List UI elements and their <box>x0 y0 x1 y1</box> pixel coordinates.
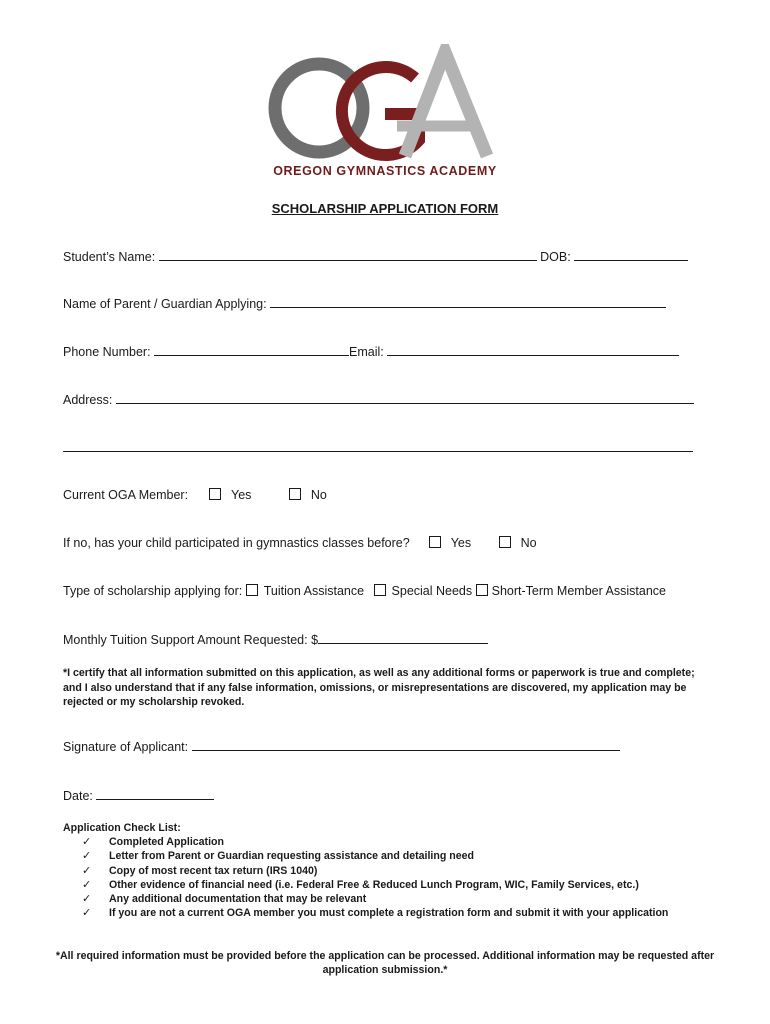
previous-classes-label: If no, has your child participated in gymnastics classes before? <box>63 536 410 550</box>
member-no-label: No <box>310 488 327 502</box>
address-row <box>63 393 694 407</box>
signature-input[interactable] <box>192 740 620 751</box>
signature-row <box>63 740 620 754</box>
list-item: ✓ If you are not a current OGA member you must complete a registration form and submit it with your application <box>82 906 669 920</box>
dob-input[interactable] <box>574 250 688 261</box>
classes-no-label: No <box>520 536 537 550</box>
date-row <box>63 789 214 803</box>
phone-input[interactable] <box>154 345 349 356</box>
address-input-line2[interactable] <box>63 441 693 452</box>
short-term-label: Short-Term Member Assistance <box>491 584 666 598</box>
student-name-row <box>63 250 688 264</box>
address-line2-row <box>63 441 693 455</box>
parent-name-input[interactable] <box>270 297 666 308</box>
date-label: Date: <box>63 789 93 803</box>
student-name-input[interactable] <box>159 250 537 261</box>
dob-label: DOB: <box>540 250 571 264</box>
check-mark-icon: ✓ <box>82 863 92 877</box>
short-term-checkbox[interactable] <box>476 584 488 596</box>
current-member-label: Current OGA Member: <box>63 488 189 502</box>
tuition-label: Tuition Assistance <box>263 584 365 598</box>
classes-yes-label: Yes <box>450 536 472 550</box>
student-name-label: Student’s Name: <box>63 250 156 264</box>
scholarship-type-label: Type of scholarship applying for: <box>63 584 243 598</box>
oga-logo <box>265 44 505 184</box>
form-title: SCHOLARSHIP APPLICATION FORM <box>271 201 499 216</box>
check-mark-icon: ✓ <box>82 877 92 891</box>
org-name: OREGON GYMNASTICS ACADEMY <box>273 164 497 178</box>
check-mark-icon: ✓ <box>82 835 92 849</box>
phone-label: Phone Number: <box>63 345 151 359</box>
list-item: ✓ Copy of most recent tax return (IRS 1040) <box>82 863 318 877</box>
parent-name-label: Name of Parent / Guardian Applying: <box>63 297 267 311</box>
list-item: ✓ Letter from Parent or Guardian requesting assistance and detailing need <box>82 849 474 863</box>
list-item: ✓ Any additional documentation that may be relevant <box>82 892 367 906</box>
email-label: Email: <box>349 345 384 359</box>
checklist-title: Application Check List: <box>63 822 181 834</box>
parent-name-row <box>63 297 666 311</box>
member-no-checkbox[interactable] <box>289 488 301 500</box>
application-checklist <box>63 821 723 920</box>
list-item: ✓ Completed Application <box>82 835 224 849</box>
amount-row <box>63 633 488 647</box>
tuition-checkbox[interactable] <box>246 584 258 596</box>
current-member-row <box>63 488 353 502</box>
date-input[interactable] <box>96 789 214 800</box>
address-input-line1[interactable] <box>116 393 694 404</box>
list-item: ✓ Other evidence of financial need (i.e. Federal Free & Reduced Lunch Program, WIC, Family Services, etc.) <box>82 877 639 891</box>
special-needs-checkbox[interactable] <box>374 584 386 596</box>
member-yes-checkbox[interactable] <box>209 488 221 500</box>
footer-note: *All required information must be provided before the application can be processed. Additional information may be requested after application submission.* <box>55 950 715 977</box>
check-mark-icon: ✓ <box>82 849 92 863</box>
phone-email-row <box>63 345 679 359</box>
amount-label: Monthly Tuition Support Amount Requested: $ <box>63 633 319 647</box>
previous-classes-row <box>63 536 537 550</box>
oga-logo-graphic <box>265 44 505 174</box>
email-input[interactable] <box>387 345 679 356</box>
classes-yes-checkbox[interactable] <box>429 536 441 548</box>
signature-label: Signature of Applicant: <box>63 740 189 754</box>
check-mark-icon: ✓ <box>82 892 92 906</box>
scholarship-type-row <box>63 584 666 598</box>
special-needs-label: Special Needs <box>391 584 473 598</box>
classes-no-checkbox[interactable] <box>499 536 511 548</box>
amount-input[interactable] <box>318 633 488 644</box>
member-yes-label: Yes <box>231 488 252 502</box>
certification-text: *I certify that all information submitted on this application, as well as any additional forms or paperwork is true and complete; and I also understand that if any false information, omissions, or misrepresentations are discovered, my application may be rejected or my scholarship revoked. <box>63 667 695 708</box>
address-label: Address: <box>63 393 113 407</box>
check-mark-icon: ✓ <box>82 906 92 920</box>
